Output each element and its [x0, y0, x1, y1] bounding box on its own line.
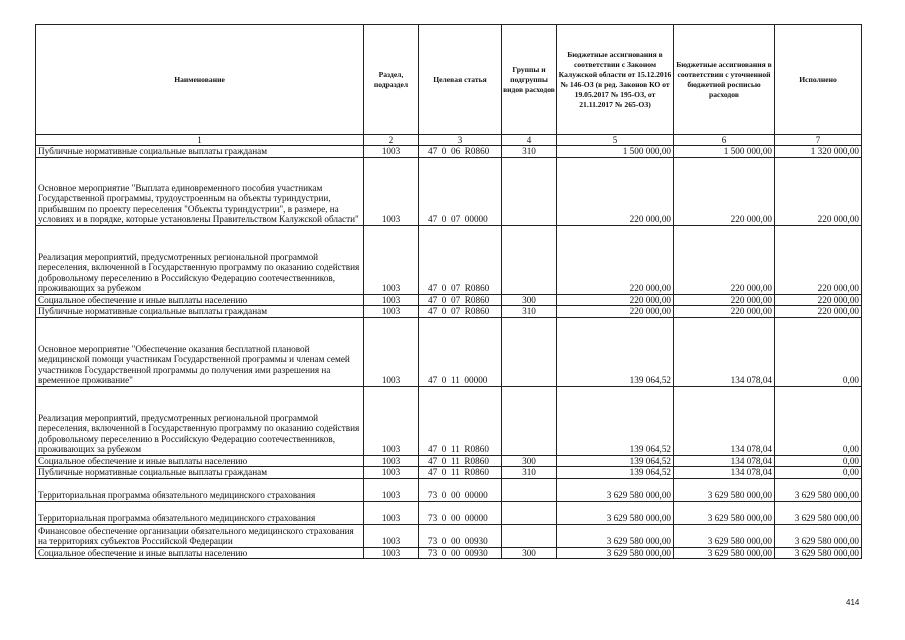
table-row: [36, 455, 862, 467]
row-law-amount: 139 064,52: [557, 317, 674, 386]
column-number: 4: [502, 135, 557, 146]
table-row: [36, 547, 862, 559]
header-row: [36, 25, 862, 135]
row-name: Территориальная программа обязательного медицинского страхования: [36, 478, 364, 501]
row-name: Социальное обеспечение и иные выплаты населению: [36, 547, 364, 559]
header-groups: Группы и подгруппы видов расходов: [502, 25, 557, 135]
row-group: [502, 157, 557, 225]
row-group: 310: [502, 306, 557, 318]
row-budget-amount: 3 629 580 000,00: [674, 501, 775, 524]
row-executed-amount: 0,00: [775, 455, 862, 467]
row-section: 1003: [364, 225, 419, 294]
row-section: 1003: [364, 317, 419, 386]
header-section: Раздел, подраздел: [364, 25, 419, 135]
row-budget-amount: 134 078,04: [674, 386, 775, 455]
row-executed-amount: 3 629 580 000,00: [775, 478, 862, 501]
table-row: [36, 294, 862, 306]
column-number: 3: [419, 135, 502, 146]
row-section: 1003: [364, 306, 419, 318]
row-target: 47 0 06 R0860: [428, 146, 490, 156]
row-target: 47 0 11 00000: [428, 375, 488, 385]
row-executed-amount: 3 629 580 000,00: [775, 524, 862, 547]
row-name: Основное мероприятие "Обеспечение оказания бесплатной плановой медицинской помощи участникам Государственной программы и членам семей участников Государственной программы до получения ими разрешения на временное проживание": [36, 317, 364, 386]
row-group: 310: [502, 467, 557, 479]
row-law-amount: 1 500 000,00: [557, 146, 674, 158]
table-row: [36, 467, 862, 479]
row-name: Основное мероприятие "Выплата единовременного пособия участникам Государственной программы, трудоустроенным на объекты туриндустрии, прибывшим по проекту переселения "Объекты туриндустрии", в размере, на условиях и в порядке, которые установлены Правительством Калужской области": [36, 157, 364, 225]
column-number: 7: [775, 135, 862, 146]
row-budget-amount: 220 000,00: [674, 225, 775, 294]
row-budget-amount: 3 629 580 000,00: [674, 547, 775, 559]
row-budget-amount: 134 078,04: [674, 317, 775, 386]
row-group: 300: [502, 547, 557, 559]
header-budget-allocations: Бюджетные ассигнования в соответствии с уточненной бюджетной росписью расходов: [674, 25, 775, 135]
row-law-amount: 3 629 580 000,00: [557, 547, 674, 559]
row-group: [502, 225, 557, 294]
row-executed-amount: 3 629 580 000,00: [775, 547, 862, 559]
row-budget-amount: 3 629 580 000,00: [674, 524, 775, 547]
row-budget-amount: 220 000,00: [674, 294, 775, 306]
row-law-amount: 220 000,00: [557, 294, 674, 306]
row-section: 1003: [364, 478, 419, 501]
row-name: Реализация мероприятий, предусмотренных региональной программой переселения, включенной в Государственную программу по оказанию содействия добровольному переселению в Российскую Федерацию соотечественников, проживающих за рубежом: [36, 225, 364, 294]
row-target: 47 0 11 R0860: [428, 455, 489, 466]
row-group: [502, 478, 557, 501]
row-budget-amount: 134 078,04: [674, 455, 775, 467]
row-name: Публичные нормативные социальные выплаты гражданам: [36, 467, 364, 479]
row-law-amount: 139 064,52: [557, 467, 674, 479]
row-law-amount: 139 064,52: [557, 386, 674, 455]
column-number-row: [36, 135, 862, 146]
table-row: [36, 225, 862, 294]
row-section: 1003: [364, 455, 419, 467]
row-group: [502, 501, 557, 524]
row-executed-amount: 0,00: [775, 317, 862, 386]
row-target: 73 0 00 00000: [428, 513, 488, 523]
row-budget-amount: 220 000,00: [674, 157, 775, 225]
row-executed-amount: 220 000,00: [775, 306, 862, 318]
row-executed-amount: 1 320 000,00: [775, 146, 862, 158]
row-law-amount: 220 000,00: [557, 306, 674, 318]
row-group: 300: [502, 294, 557, 306]
table-row: [36, 157, 862, 225]
header-law-allocations: Бюджетные ассигнования в соответствии с Законом Калужской области от 15.12.2016 № 146-ОЗ (в ред. Законов КО от 19.05.2017 № 195-ОЗ, от 21.11.2017 № 265-ОЗ): [557, 25, 674, 135]
table-row: [36, 524, 862, 547]
row-group: [502, 317, 557, 386]
row-law-amount: 3 629 580 000,00: [557, 478, 674, 501]
table-row: [36, 501, 862, 524]
row-name: Публичные нормативные социальные выплаты гражданам: [36, 146, 364, 158]
row-executed-amount: 220 000,00: [775, 225, 862, 294]
row-section: 1003: [364, 386, 419, 455]
row-target: 73 0 00 00930: [428, 547, 488, 558]
row-section: 1003: [364, 501, 419, 524]
row-name: Публичные нормативные социальные выплаты гражданам: [36, 306, 364, 318]
row-name: Территориальная программа обязательного медицинского страхования: [36, 501, 364, 524]
row-executed-amount: 3 629 580 000,00: [775, 501, 862, 524]
row-group: [502, 524, 557, 547]
row-section: 1003: [364, 524, 419, 547]
row-law-amount: 3 629 580 000,00: [557, 524, 674, 547]
row-target: 47 0 11 R0860: [428, 444, 489, 454]
row-law-amount: 220 000,00: [557, 157, 674, 225]
row-section: 1003: [364, 294, 419, 306]
row-name: Социальное обеспечение и иные выплаты населению: [36, 294, 364, 306]
row-budget-amount: 134 078,04: [674, 467, 775, 479]
row-target: 47 0 07 00000: [428, 214, 488, 224]
row-executed-amount: 0,00: [775, 386, 862, 455]
row-section: 1003: [364, 146, 419, 158]
page-number: 414: [846, 598, 860, 607]
row-name: Финансовое обеспечение организации обязательного медицинского страхования на территориях субъектов Российской Федерации: [36, 524, 364, 547]
column-number: 6: [674, 135, 775, 146]
row-budget-amount: 220 000,00: [674, 306, 775, 318]
row-budget-amount: 3 629 580 000,00: [674, 478, 775, 501]
row-target: 47 0 07 R0860: [428, 306, 490, 316]
header-name: Наименование: [36, 25, 364, 135]
table-row: [36, 386, 862, 455]
header-target: Целевая статья: [419, 25, 502, 135]
row-executed-amount: 220 000,00: [775, 294, 862, 306]
row-executed-amount: 220 000,00: [775, 157, 862, 225]
row-law-amount: 139 064,52: [557, 455, 674, 467]
column-number: 2: [364, 135, 419, 146]
row-target: 73 0 00 00000: [428, 490, 488, 500]
row-budget-amount: 1 500 000,00: [674, 146, 775, 158]
table-row: [36, 146, 862, 158]
budget-table: [35, 24, 862, 559]
row-target: 47 0 11 R0860: [428, 467, 489, 477]
row-law-amount: 220 000,00: [557, 225, 674, 294]
row-name: Социальное обеспечение и иные выплаты населению: [36, 455, 364, 467]
row-executed-amount: 0,00: [775, 467, 862, 479]
row-name: Реализация мероприятий, предусмотренных региональной программой переселения, включенной в Государственную программу по оказанию содействия добровольному переселению в Российскую Федерацию соотечественников, проживающих за рубежом: [36, 386, 364, 455]
row-section: 1003: [364, 467, 419, 479]
row-target: 47 0 07 R0860: [428, 294, 490, 305]
row-group: 300: [502, 455, 557, 467]
table-row: [36, 317, 862, 386]
row-group: 310: [502, 146, 557, 158]
row-group: [502, 386, 557, 455]
table-row: [36, 306, 862, 318]
row-target: 73 0 00 00930: [428, 536, 488, 546]
header-executed: Исполнено: [775, 25, 862, 135]
row-law-amount: 3 629 580 000,00: [557, 501, 674, 524]
row-section: 1003: [364, 547, 419, 559]
column-number: 5: [557, 135, 674, 146]
table-row: [36, 478, 862, 501]
row-section: 1003: [364, 157, 419, 225]
row-target: 47 0 07 R0860: [428, 283, 490, 293]
column-number: 1: [36, 135, 364, 146]
